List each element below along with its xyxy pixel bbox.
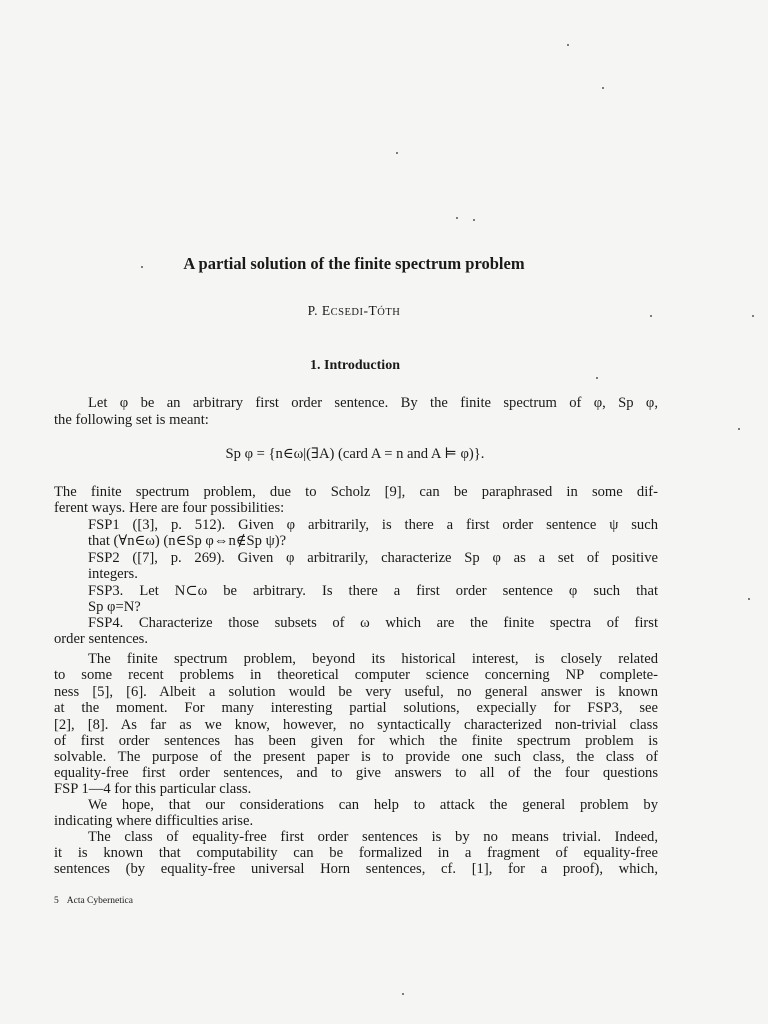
scan-speck [456, 217, 458, 219]
scan-speck [602, 87, 604, 89]
text-line: integers. [88, 566, 138, 582]
author-part: ÓTH [377, 307, 401, 318]
section-heading: 1. Introduction [310, 358, 400, 373]
text-line: Let φ be an arbitrary first order sentence. By the finite spectrum of φ, Sp φ, [88, 395, 658, 411]
formula: Sp φ = {n∈ω|(∃A) (card A = n and A ⊨ φ)}. [225, 446, 485, 462]
page-footer [54, 896, 133, 906]
text-line: of first order sentences has been given for which the finite spectrum problem is [54, 733, 658, 749]
scan-speck [567, 44, 569, 46]
author-part: P. E [307, 303, 331, 318]
scan-speck [596, 377, 598, 379]
text-line: FSP3. Let N⊂ω be arbitrary. Is there a first order sentence φ such that [88, 583, 658, 599]
text-line: that (∀n∈ω) (n∈Sp φ⇔n∉Sp ψ)? [88, 533, 287, 549]
text-line: the following set is meant: [54, 412, 209, 428]
scan-speck [748, 598, 750, 600]
text-line: The class of equality-free first order sentences is by no means trivial. Indeed, [88, 829, 658, 845]
scan-speck [738, 428, 740, 430]
author-name [0, 303, 708, 319]
scan-speck [473, 219, 475, 221]
text-line: ferent ways. Here are four possibilities: [54, 500, 285, 516]
text-line: FSP1 ([3], p. 512). Given φ arbitrarily, is there a first order sentence ψ such [88, 517, 658, 533]
text-line: [2], [8]. As far as we know, however, no syntactically characterized non-trivial class [54, 717, 658, 733]
text-line: FSP4. Characterize those subsets of ω which are the finite spectra of first [88, 615, 658, 631]
text-line: at the moment. For many interesting partial solutions, expecially for FSP3, see [54, 700, 658, 716]
text-line: equality-free first order sentences, and to give answers to all of the four questions [54, 765, 658, 781]
text-line: order sentences. [54, 631, 149, 647]
scan-speck [752, 315, 754, 317]
text-line: sentences (by equality-free universal Horn sentences, cf. [1], for a proof), which, [54, 861, 658, 877]
text-line: FSP2 ([7], p. 269). Given φ arbitrarily, characterize Sp φ as a set of positive [88, 550, 658, 566]
journal-name: Acta Cybernetica [66, 896, 133, 906]
text-line: indicating where difficulties arise. [54, 813, 254, 829]
text-line: We hope, that our considerations can help to attack the general problem by [88, 797, 658, 813]
text-line: solvable. The purpose of the present paper is to provide one such class, the class of [54, 749, 658, 765]
text-line: FSP 1—4 for this particular class. [54, 781, 252, 797]
footer-number: 5 [54, 896, 59, 906]
text-line: ness [5], [6]. Albeit a solution would be very useful, no general answer is known [54, 684, 658, 700]
text-line: to some recent problems in theoretical computer science concerning NP complete- [54, 667, 658, 683]
text-line: it is known that computability can be formalized in a fragment of equality-free [54, 845, 658, 861]
text-line: Sp φ=N? [88, 599, 141, 615]
scan-speck [396, 152, 398, 154]
scan-speck [402, 993, 404, 995]
author-part: CSEDI [330, 307, 364, 318]
text-line: The finite spectrum problem, due to Scholz [9], can be paraphrased in some dif- [54, 484, 658, 500]
author-part: -T [363, 303, 378, 318]
text-line: The finite spectrum problem, beyond its historical interest, is closely related [88, 651, 658, 667]
paper-title: A partial solution of the finite spectrum problem [183, 254, 525, 273]
